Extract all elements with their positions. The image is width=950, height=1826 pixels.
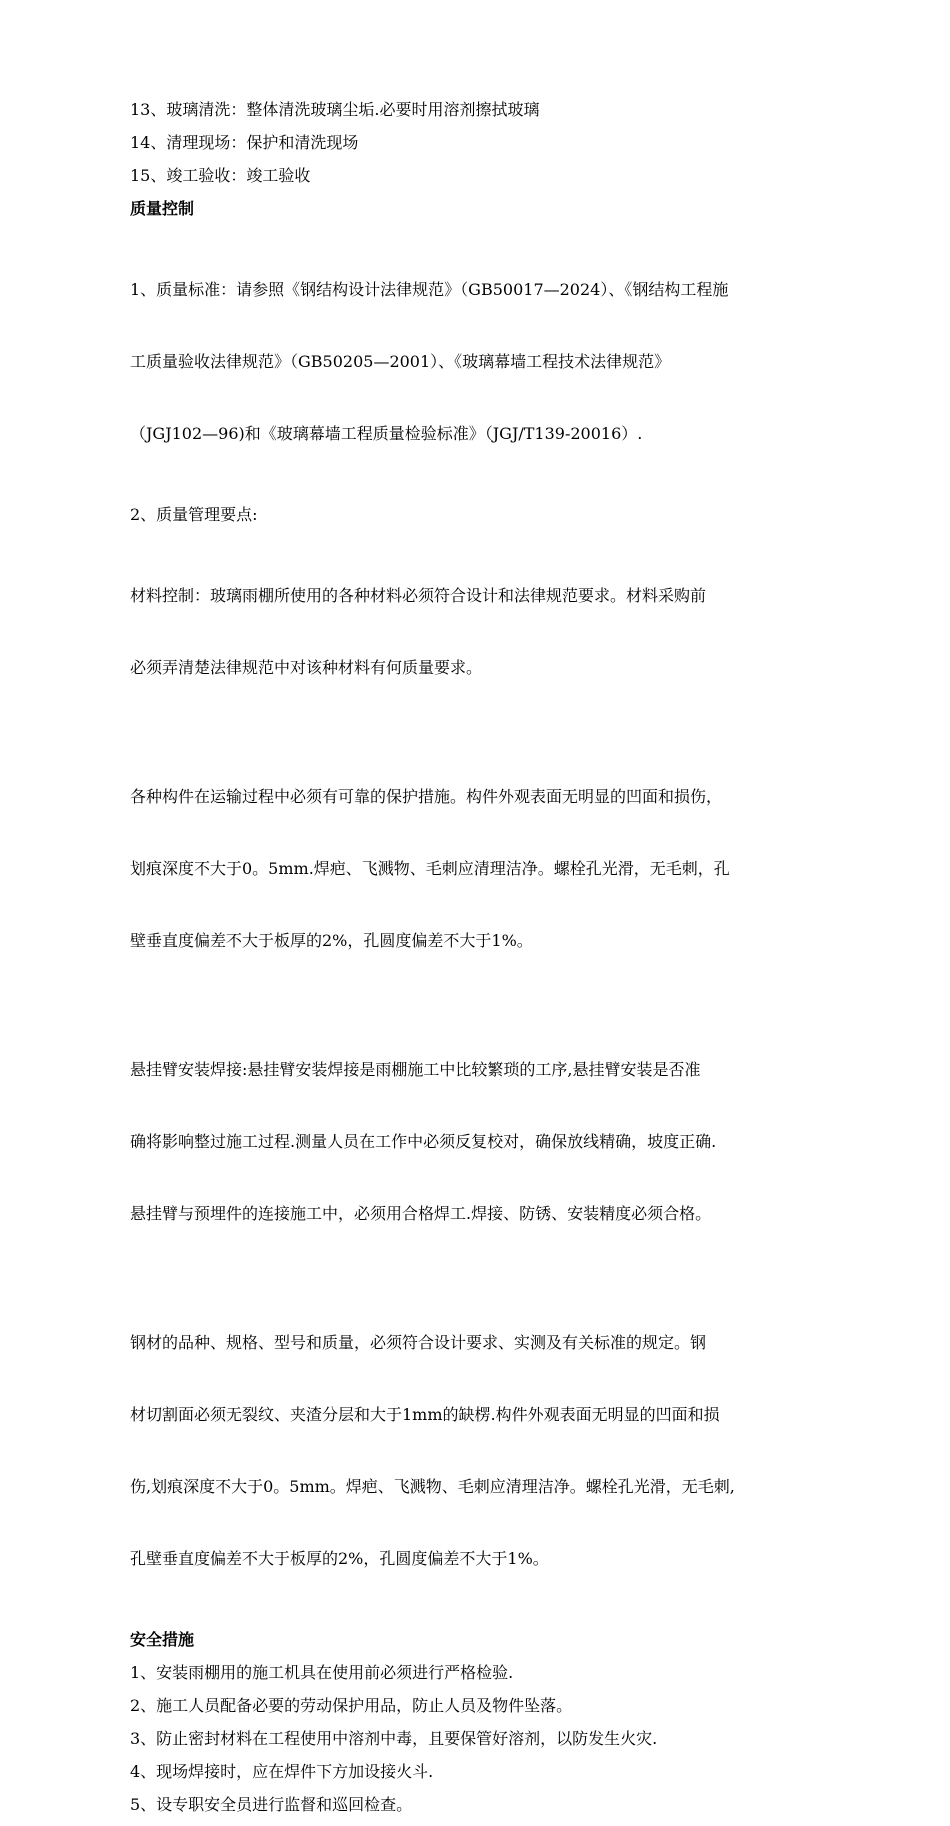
step-15: 15、竣工验收：竣工验收 [130,166,311,185]
text-line: 划痕深度不大于0。5mm.焊疤、飞溅物、毛刺应清理洁净。螺栓孔光滑，无毛刺，孔 [130,859,730,878]
text-line: 钢材的品种、规格、型号和质量，必须符合设计要求、实测及有关标准的规定。钢 [130,1333,707,1352]
text-line: 必须弄清楚法律规范中对该种材料有何质量要求。 [130,658,483,677]
text-line: 悬挂臂与预埋件的连接施工中，必须用合格焊工.焊接、防锈、安装精度必须合格。 [130,1204,712,1223]
step-13: 13、玻璃清洗：整体清洗玻璃尘垢.必要时用溶剂擦拭玻璃 [130,100,540,119]
text-line: 工质量验收法律规范》（GB50205—2001）、《玻璃幕墙工程技术法律规范》 [130,352,671,371]
quality-management-title: 2、质量管理要点: [130,505,258,524]
safety-item-4: 4、现场焊接时，应在焊件下方加设接火斗. [130,1762,434,1781]
text-line: （JGJ102—96)和《玻璃幕墙工程质量检验标准》（JGJ/T139-20016）. [130,424,643,443]
safety-item-2: 2、施工人员配备必要的劳动保护用品，防止人员及物件坠落。 [130,1696,573,1715]
safety-item-5: 5、设专职安全员进行监督和巡回检查。 [130,1795,413,1814]
text-line: 确将影响整过施工过程.测量人员在工作中必须反复校对，确保放线精确，坡度正确. [130,1132,717,1151]
quality-standard-paragraph [130,230,830,494]
text-line: 1、质量标准：请参照《钢结构设计法律规范》（GB50017—2024）、《钢结构工程施 [130,280,729,299]
safety-item-3: 3、防止密封材料在工程使用中溶剂中毒，且要保管好溶剂，以防发生火灾. [130,1729,658,1748]
text-line: 材切割面必须无裂纹、夹渣分层和大于1mm的缺楞.构件外观表面无明显的凹面和损 [130,1405,720,1424]
text-line: 各种构件在运输过程中必须有可靠的保护措施。构件外观表面无明显的凹面和损伤， [130,787,723,806]
arm-welding-paragraph [130,1010,830,1274]
transport-protection-paragraph [130,737,830,1001]
safety-item-1: 1、安装雨棚用的施工机具在使用前必须进行严格检验. [130,1663,514,1682]
text-line: 伤,划痕深度不大于0。5mm。焊疤、飞溅物、毛刺应清理洁净。螺栓孔光滑，无毛刺, [130,1477,735,1496]
step-14: 14、清理现场：保护和清洗现场 [130,133,359,152]
quality-heading: 质量控制 [130,199,195,218]
steel-quality-paragraph [130,1283,830,1619]
safety-heading: 安全措施 [130,1630,195,1649]
text-line: 悬挂臂安装焊接:悬挂臂安装焊接是雨棚施工中比较繁琐的工序,悬挂臂安装是否准 [130,1060,701,1079]
text-line: 材料控制：玻璃雨棚所使用的各种材料必须符合设计和法律规范要求。材料采购前 [130,586,707,605]
text-line: 壁垂直度偏差不大于板厚的2%，孔圆度偏差不大于1%。 [130,931,533,950]
text-line: 孔壁垂直度偏差不大于板厚的2%，孔圆度偏差不大于1%。 [130,1549,549,1568]
material-control-paragraph [130,536,830,728]
document-page [130,98,830,1826]
